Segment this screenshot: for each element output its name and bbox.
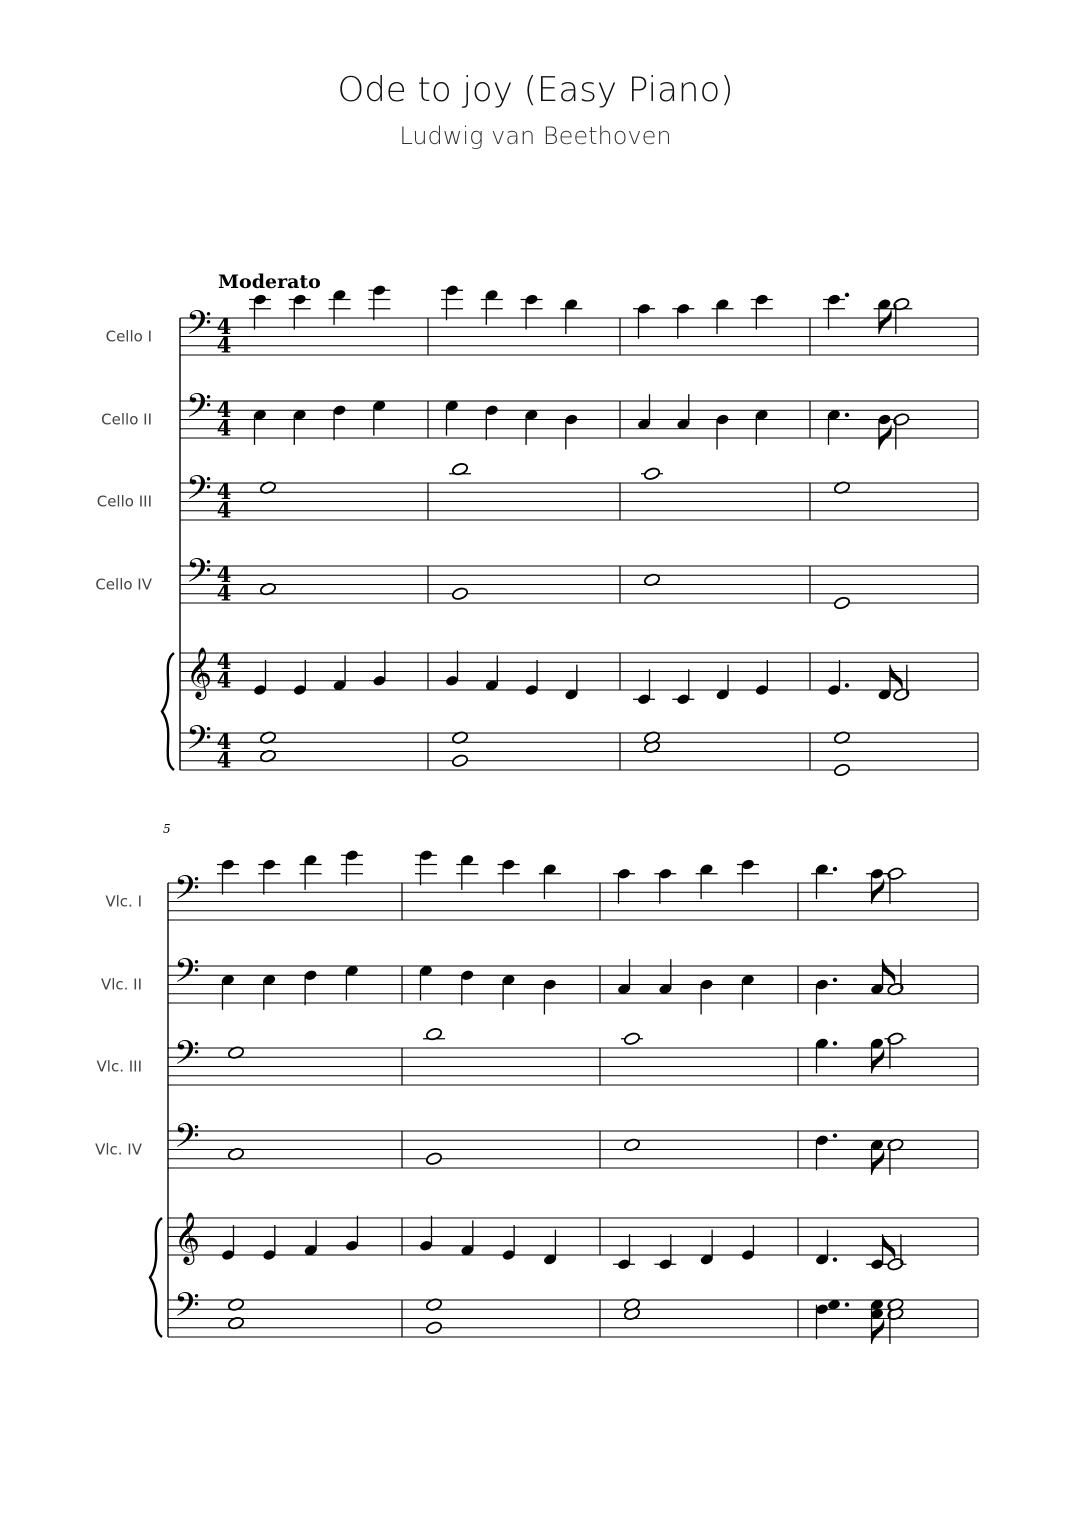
notehead	[643, 467, 660, 481]
notehead	[451, 587, 468, 601]
staff-label: Vlc. III	[96, 1057, 142, 1076]
eighth-flag	[890, 665, 903, 691]
augmentation-dot	[833, 1133, 837, 1137]
bass-clef-icon: 𝄢	[186, 552, 212, 599]
augmentation-dot	[833, 1257, 837, 1261]
time-signature-beats: 4	[216, 649, 232, 675]
time-signature-beat-type: 4	[216, 667, 232, 693]
bass-clef-icon: 𝄢	[186, 719, 212, 766]
time-signature-beat-type: 4	[216, 332, 232, 358]
staff-label: Cello IV	[95, 575, 152, 594]
time-signature-beats: 4	[216, 314, 232, 340]
treble-clef-icon: 𝄞	[174, 1212, 201, 1264]
augmentation-dot	[833, 978, 837, 982]
measure-number: 5	[163, 822, 171, 836]
staff-label: Vlc. II	[100, 975, 142, 994]
staff-label: Cello II	[101, 410, 152, 429]
composer-name: Ludwig van Beethoven	[399, 122, 672, 150]
system-2	[95, 822, 978, 1344]
eighth-flag	[879, 308, 892, 334]
piano-brace	[162, 653, 174, 770]
bass-clef-icon: 𝄢	[174, 1034, 200, 1081]
staff	[168, 1212, 978, 1271]
staff-label: Vlc. IV	[95, 1140, 142, 1159]
staff	[106, 284, 978, 358]
time-signature-beats: 4	[216, 729, 232, 755]
eighth-flag	[872, 1149, 885, 1175]
staff	[101, 953, 978, 1015]
eighth-flag	[872, 1047, 885, 1073]
time-signature-beat-type: 4	[216, 415, 232, 441]
bass-clef-icon: 𝄢	[174, 952, 200, 999]
tempo-marking: Moderato	[218, 271, 321, 293]
staff	[97, 462, 978, 523]
time-signature-beats: 4	[216, 479, 232, 505]
staff	[105, 849, 978, 920]
bass-clef-icon: 𝄢	[174, 1286, 200, 1333]
staff-label: Vlc. I	[105, 892, 142, 911]
staff-label: Cello I	[105, 327, 152, 346]
eighth-flag	[883, 959, 896, 985]
augmentation-dot	[833, 867, 837, 871]
eighth-flag	[872, 878, 885, 904]
time-signature-beat-type: 4	[216, 747, 232, 773]
staff	[168, 1287, 978, 1344]
staff	[95, 553, 978, 610]
augmentation-dot	[845, 683, 849, 687]
notehead	[833, 596, 850, 610]
notehead	[451, 754, 468, 768]
system-1	[95, 271, 978, 777]
eighth-flag	[872, 1318, 885, 1344]
staff-label: Cello III	[96, 492, 152, 511]
augmentation-dot	[833, 1041, 837, 1045]
augmentation-dot	[845, 293, 849, 297]
bass-clef-icon: 𝄢	[174, 869, 200, 916]
augmentation-dot	[845, 413, 849, 417]
staff	[180, 720, 978, 777]
bass-clef-icon: 𝄢	[186, 304, 212, 351]
eighth-flag	[879, 424, 892, 450]
notehead	[425, 1321, 442, 1335]
staff	[95, 1118, 978, 1175]
bass-clef-icon: 𝄢	[186, 469, 212, 516]
augmentation-dot	[845, 1302, 849, 1306]
score-title: Ode to joy (Easy Piano)	[337, 70, 734, 110]
staff	[180, 647, 978, 705]
notehead	[623, 1032, 640, 1046]
notehead	[833, 763, 850, 777]
staff	[97, 1027, 978, 1085]
time-signature-beats: 4	[216, 562, 232, 588]
bass-clef-icon: 𝄢	[186, 387, 212, 434]
notehead	[425, 1152, 442, 1166]
time-signature-beat-type: 4	[216, 580, 232, 606]
staff	[101, 388, 978, 450]
piano-brace	[150, 1218, 162, 1337]
bass-clef-icon: 𝄢	[174, 1117, 200, 1164]
treble-clef-icon: 𝄞	[186, 647, 213, 699]
eighth-flag	[883, 1234, 896, 1260]
time-signature-beat-type: 4	[216, 497, 232, 523]
time-signature-beats: 4	[216, 397, 232, 423]
